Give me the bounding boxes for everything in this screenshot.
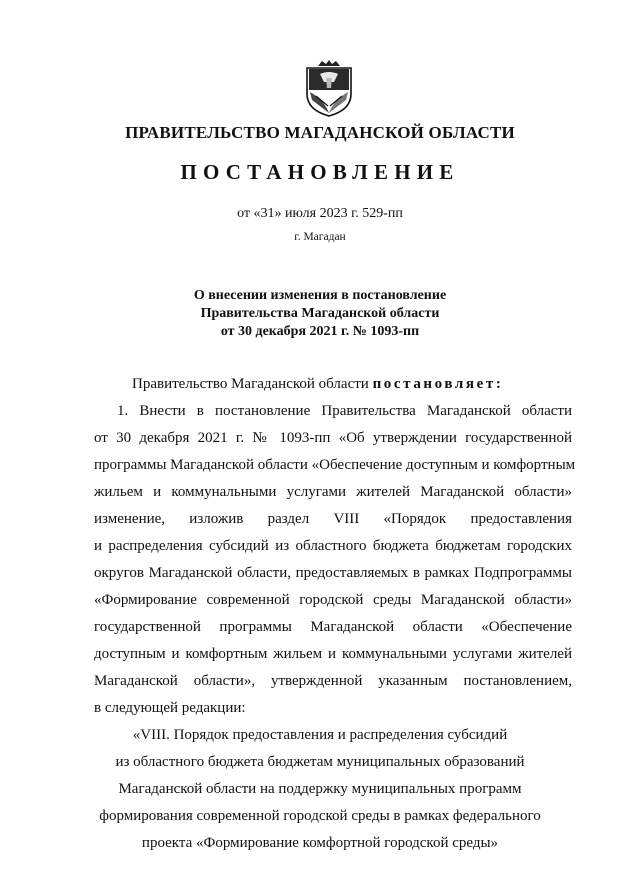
paragraph-line: жильем и коммунальными услугами жителей Магаданской области» bbox=[94, 484, 572, 500]
subject-line: от 30 декабря 2021 г. № 1093-пп bbox=[220, 324, 420, 339]
subject-line: О внесении изменения в постановление bbox=[193, 288, 447, 303]
paragraph-line: и распределения субсидий из областного бюджета бюджетам городских bbox=[94, 538, 572, 554]
paragraph-line: 1. Внести в постановление Правительства Магаданской области bbox=[117, 403, 572, 419]
paragraph-line: доступным и комфортным жильем и коммунальными услугами жителей bbox=[94, 646, 572, 662]
paragraph-line: изменение, изложив раздел VIII «Порядок предоставления bbox=[94, 511, 572, 527]
paragraph-line: в следующей редакции: bbox=[94, 700, 246, 716]
document-type: ПОСТАНОВЛЕНИЕ bbox=[180, 160, 460, 184]
document-date-number: от «31» июля 2023 г. 529-пп bbox=[237, 206, 403, 221]
magadan-coat-of-arms-emblem bbox=[304, 60, 354, 118]
section-title-line: проекта «Формирование комфортной городской среды» bbox=[141, 835, 499, 851]
section-title-line: из областного бюджета бюджетам муниципальных образований bbox=[115, 754, 525, 770]
resolution-intro bbox=[132, 376, 503, 393]
intro-text: Правительство Магаданской области bbox=[132, 376, 369, 392]
section-title-line: Магаданской области на поддержку муниципальных программ bbox=[118, 781, 522, 797]
subject-line: Правительства Магаданской области bbox=[200, 306, 440, 321]
paragraph-line: округов Магаданской области, предоставляемых в рамках Подпрограммы bbox=[94, 565, 572, 581]
paragraph-line: программы Магаданской области «Обеспечение доступным и комфортным bbox=[94, 457, 576, 473]
paragraph-line: Магаданской области», утвержденной указанным постановлением, bbox=[94, 673, 572, 689]
paragraph-line: государственной программы Магаданской области «Обеспечение bbox=[94, 619, 572, 635]
intro-colon: : bbox=[495, 376, 504, 392]
city: г. Магадан bbox=[294, 231, 346, 243]
intro-keyword: постановляет bbox=[372, 376, 496, 392]
paragraph-line: от 30 декабря 2021 г. № 1093-пп «Об утверждении государственной bbox=[94, 430, 572, 446]
paragraph-line: «Формирование современной городской среды Магаданской области» bbox=[94, 592, 572, 608]
government-name: ПРАВИТЕЛЬСТВО МАГАДАНСКОЙ ОБЛАСТИ bbox=[125, 123, 515, 142]
section-title-line: формирования современной городской среды в рамках федерального bbox=[99, 808, 541, 824]
section-title-line: «VIII. Порядок предоставления и распределения субсидий bbox=[132, 727, 508, 743]
